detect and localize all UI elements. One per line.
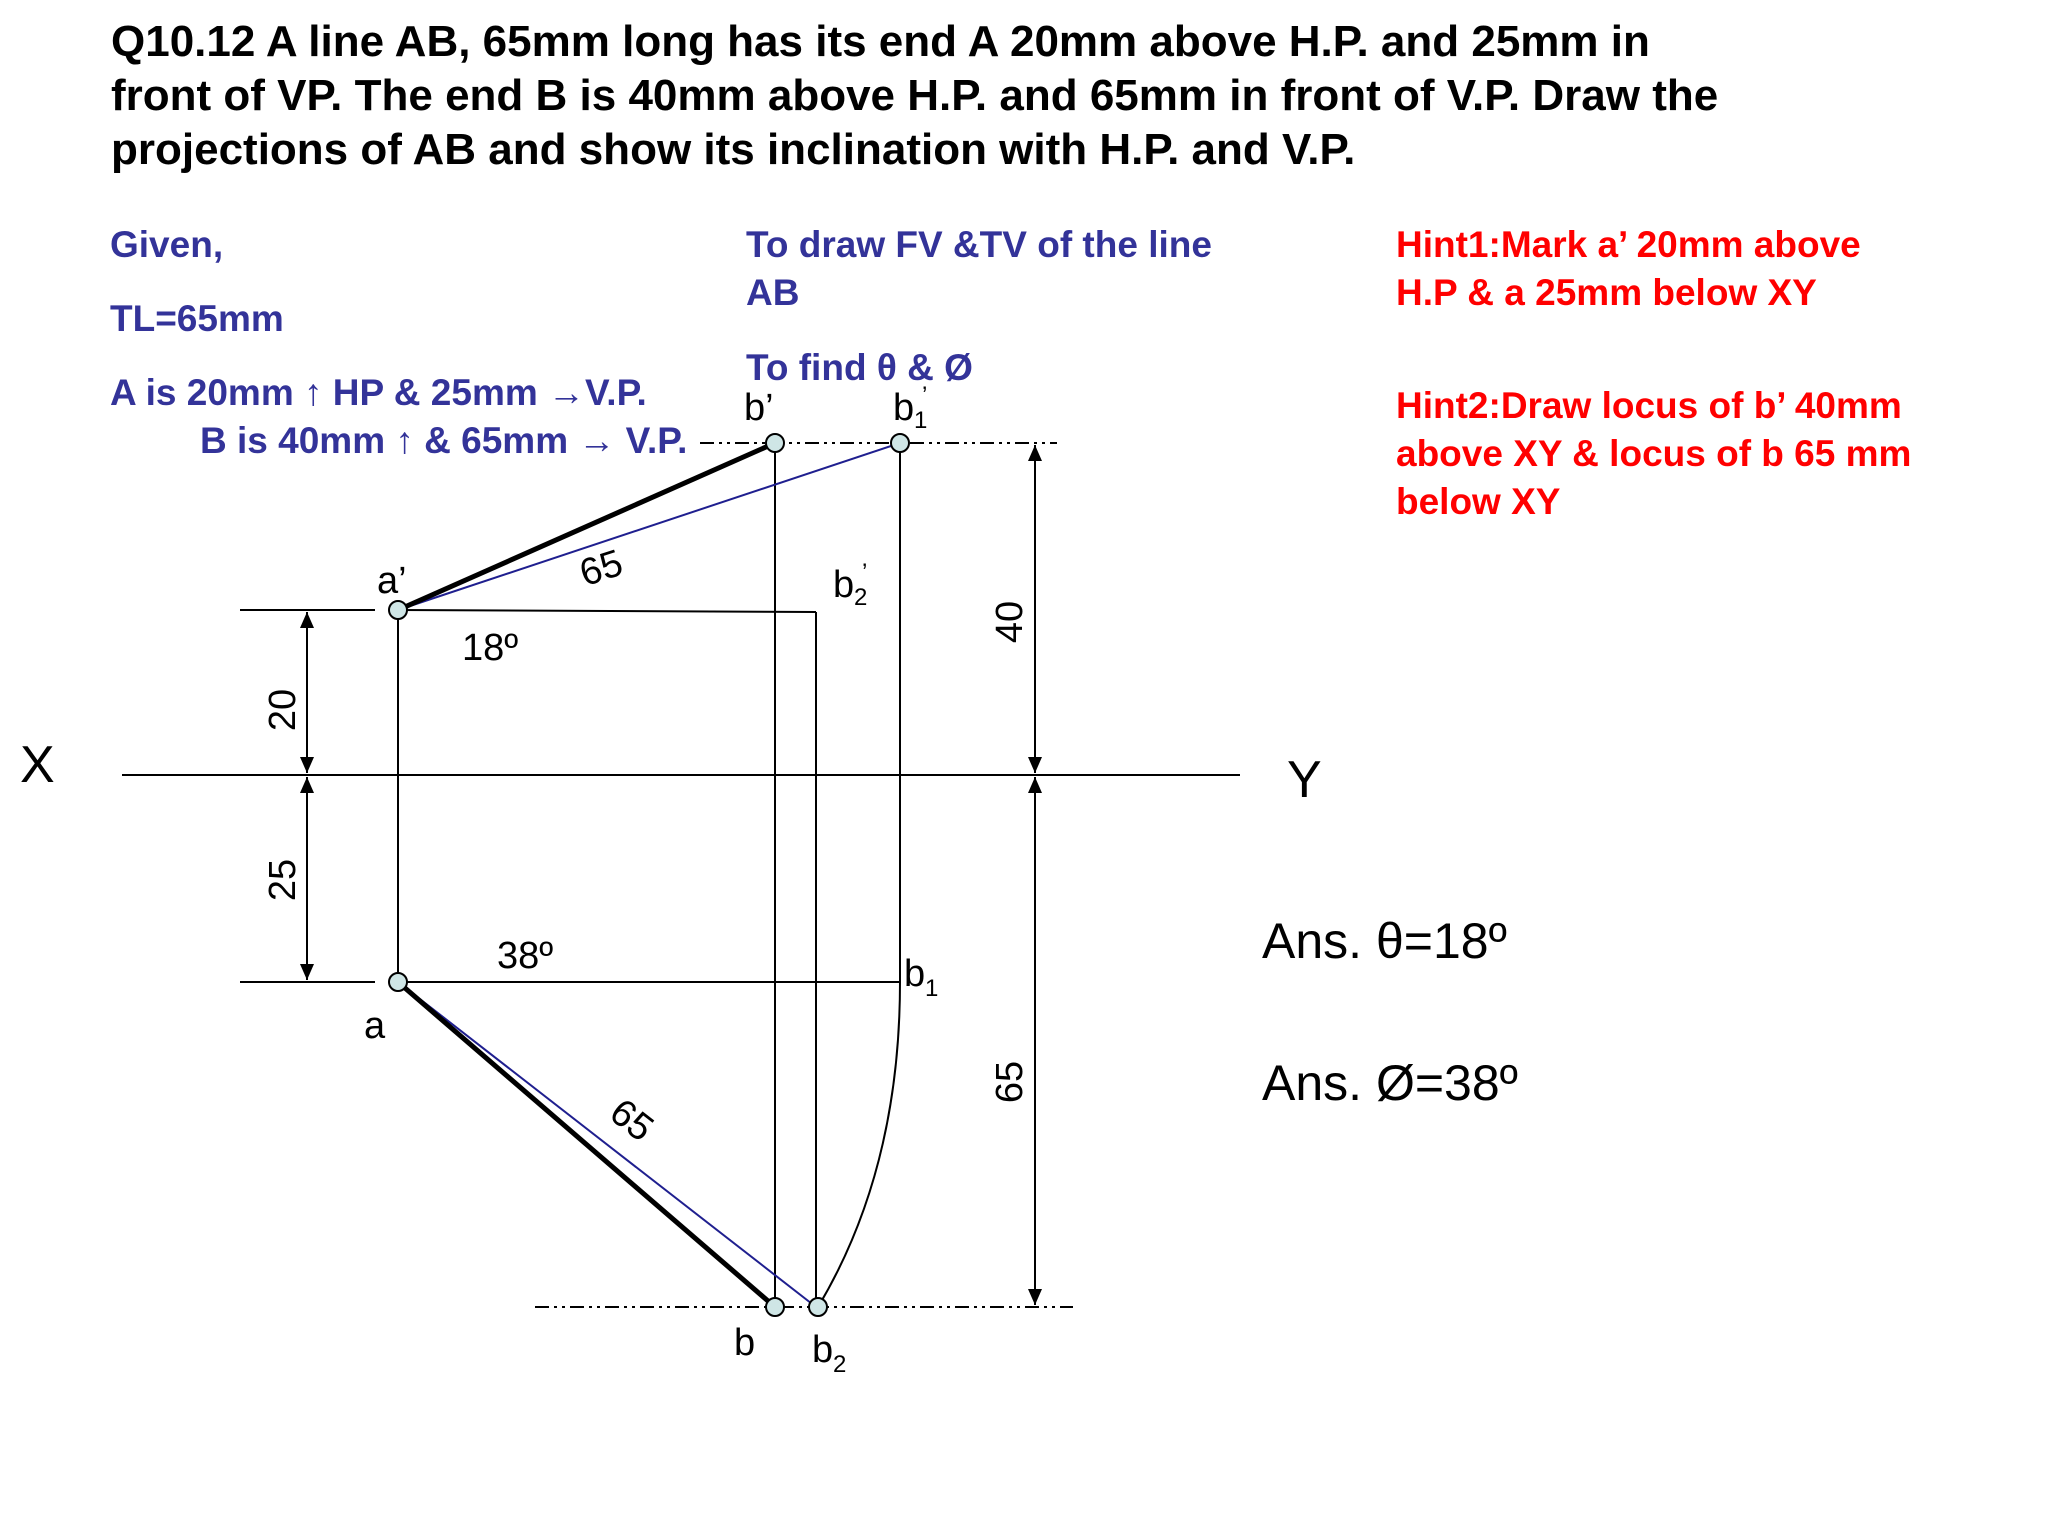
task-line-3: To find θ & Ø: [746, 347, 973, 388]
y-label: Y: [1287, 751, 1322, 809]
answer-phi: Ans. Ø=38º: [1262, 1055, 1518, 1111]
question-line-2: front of VP. The end B is 40mm above H.P. and 65mm in front of V.P. Draw the: [111, 71, 1719, 120]
given-true-length: TL=65mm: [110, 298, 284, 339]
label-angle-phi: 38º: [497, 935, 554, 977]
label-angle-theta: 18º: [462, 627, 519, 669]
label-length-tv: 65: [601, 1090, 661, 1151]
point-b: [766, 1298, 784, 1316]
task-line-1: To draw FV &TV of the line: [746, 224, 1212, 265]
hint1-line-1: Hint1:Mark a’ 20mm above: [1396, 224, 1861, 265]
hint2-line-2: above XY & locus of b 65 mm: [1396, 433, 1912, 474]
point-a: [389, 973, 407, 991]
hint1-line-2: H.P & a 25mm below XY: [1396, 272, 1817, 313]
dimension-20-label: 20: [262, 688, 304, 732]
horizontal-from-a-prime: [398, 610, 816, 612]
svg-text:1: 1: [914, 407, 928, 434]
svg-text:b: b: [904, 953, 926, 995]
svg-text:2: 2: [854, 584, 868, 611]
dimension-65: [1028, 777, 1042, 1305]
hint2-line-3: below XY: [1396, 481, 1561, 522]
label-b: b: [734, 1322, 756, 1364]
point-b-prime: [766, 434, 784, 452]
label-a-prime: a’: [377, 560, 407, 602]
svg-text:b: b: [893, 387, 915, 429]
top-view-ab: [398, 982, 775, 1307]
given-end-b: B is 40mm ↑ & 65mm → V.P.: [200, 420, 688, 461]
label-length-fv: 65: [574, 542, 628, 596]
hint2-line-1: Hint2:Draw locus of b’ 40mm: [1396, 385, 1902, 426]
dimension-65-label: 65: [989, 1060, 1031, 1104]
dimension-25-label: 25: [262, 858, 304, 902]
swing-arc-b1-b2: [818, 982, 900, 1307]
label-a: a: [364, 1005, 386, 1047]
svg-text:b: b: [833, 564, 855, 606]
point-a-prime: [389, 601, 407, 619]
given-end-a: A is 20mm ↑ HP & 25mm →V.P.: [110, 372, 647, 413]
svg-text:’: ’: [862, 559, 868, 586]
answer-theta: Ans. θ=18º: [1262, 913, 1507, 969]
svg-text:b: b: [812, 1329, 834, 1371]
true-length-line-tv: [398, 982, 816, 1307]
task-line-2: AB: [746, 272, 800, 313]
label-b2: [812, 1329, 846, 1378]
label-b-prime: b’: [744, 387, 774, 429]
given-heading: Given,: [110, 224, 224, 265]
svg-text:’: ’: [922, 382, 928, 409]
point-b1-prime: [891, 434, 909, 452]
question-line-1: Q10.12 A line AB, 65mm long has its end A 20mm above H.P. and 25mm in: [111, 17, 1650, 66]
label-b1-prime: [893, 382, 927, 434]
point-b2: [809, 1298, 827, 1316]
label-b2-prime: [833, 559, 867, 611]
svg-text:1: 1: [925, 975, 939, 1002]
svg-text:2: 2: [833, 1351, 847, 1378]
true-length-line-fv: [398, 443, 900, 610]
label-b1: [904, 953, 938, 1002]
dimension-40-label: 40: [989, 600, 1031, 644]
question-line-3: projections of AB and show its inclination with H.P. and V.P.: [111, 125, 1356, 174]
x-label: X: [20, 736, 55, 794]
